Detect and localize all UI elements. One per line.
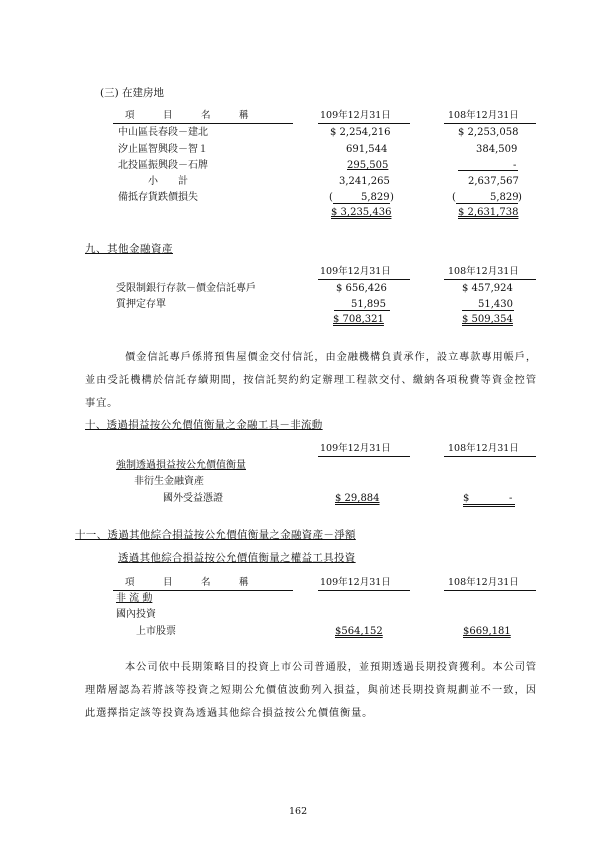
subtotal-rule <box>456 203 518 204</box>
col-header-2020: 109年12月31日 <box>320 110 391 121</box>
row-value-2020: 5,829 <box>361 192 390 203</box>
row-label: 中山區長春段－建北 <box>118 127 208 138</box>
row-value-2019: 51,430 <box>478 299 513 310</box>
total-rule <box>463 504 515 507</box>
paragraph-investment-policy: 本公司依中長期策略目的投資上市公司普通股，並預期透過長期投資獲利。本公司管理階層認為若將該等投資之短期公允價值波動列入損益，與前述長期投資規劃並不一致，因此選擇指定該等投資為透過其他綜合損益按公允價值衡量。 <box>85 662 537 719</box>
subtotal-rule <box>462 310 514 311</box>
total-2019: $ 509,354 <box>462 314 513 325</box>
section-subtitle-fvoci-equity: 透過其他綜合損益按公允價值衡量之權益工具投資 <box>118 552 356 564</box>
row-value-2019: - <box>509 493 513 504</box>
paren-open: ( <box>329 192 333 203</box>
col-header-item: 項 目 名 稱 <box>125 577 249 588</box>
section-title-other-financial-assets: 九、其他金融資產 <box>85 243 173 255</box>
header-rule <box>318 279 410 280</box>
subcategory-label: 非衍生金融資產 <box>134 476 204 487</box>
header-rule <box>113 123 293 124</box>
row-value-2019: $669,181 <box>463 626 511 637</box>
col-header-2019: 108年12月31日 <box>448 577 519 588</box>
row-label: 受限制銀行存款－價金信託專戶 <box>116 283 256 294</box>
paragraph-trust-account: 價金信託專戶係將預售屋價金交付信託，由金融機構負責承作，設立專款專用帳戶，並由受託機構於信託存續期間，按信託契約約定辦理工程款交付、繳納各項稅費等資金控管事宜。 <box>85 352 537 409</box>
row-value-2020: $ 2,254,216 <box>330 127 391 138</box>
category-label: 非 流 動 <box>116 593 153 604</box>
col-header-2019: 108年12月31日 <box>448 110 519 121</box>
row-value-2020: 691,544 <box>346 144 388 155</box>
col-header-2019: 108年12月31日 <box>448 266 519 277</box>
paren-close: ) <box>518 192 522 203</box>
row-value-2019: $ 2,253,058 <box>458 127 519 138</box>
row-value-2019: - <box>513 160 517 171</box>
row-value-2020: $564,152 <box>335 626 383 637</box>
row-value-2020: $ 656,426 <box>336 283 387 294</box>
row-label: 北投區振興段－石牌 <box>118 160 208 171</box>
total-2020: $ 3,235,436 <box>331 207 392 218</box>
row-label: 備抵存貨跌價損失 <box>118 192 198 203</box>
row-value-2019-sign: $ <box>463 493 470 504</box>
category-label: 強制透過損益按公允價值衡量 <box>116 460 246 471</box>
header-rule <box>444 279 536 280</box>
row-label: 國外受益憑證 <box>163 493 223 504</box>
page-number: 162 <box>289 806 308 817</box>
row-label: 質押定存單 <box>116 299 166 310</box>
paren-open: ( <box>452 192 456 203</box>
subtotal-rule <box>333 203 390 204</box>
total-2020: $ 708,321 <box>333 314 384 325</box>
row-value-2020: 51,895 <box>351 299 386 310</box>
col-header-2020: 109年12月31日 <box>320 577 391 588</box>
row-value-2020: 295,505 <box>347 160 389 171</box>
subtotal-rule <box>458 170 518 171</box>
row-label: 汐止區智興段－智１ <box>118 144 208 155</box>
total-2019: $ 2,631,738 <box>458 207 519 218</box>
header-rule <box>318 456 410 457</box>
header-rule <box>444 590 536 591</box>
row-label-subtotal: 小 計 <box>148 176 188 187</box>
paren-close: ) <box>390 192 394 203</box>
header-rule <box>444 456 536 457</box>
row-label: 上市股票 <box>136 626 176 637</box>
col-header-2019: 108年12月31日 <box>448 443 519 454</box>
section-title-construction: (三) 在建房地 <box>100 87 165 99</box>
header-rule <box>444 123 536 124</box>
subtotal-rule <box>334 310 390 311</box>
row-value-2019: $ 457,924 <box>462 283 513 294</box>
row-value-2019: 2,637,567 <box>468 176 519 187</box>
col-header-2020: 109年12月31日 <box>320 266 391 277</box>
section-title-fvtpl: 十、透過損益按公允價值衡量之金融工具－非流動 <box>85 419 323 431</box>
row-value-2019: 384,509 <box>476 144 518 155</box>
header-rule <box>318 590 410 591</box>
row-value-2019: 5,829 <box>490 192 519 203</box>
header-rule <box>318 123 410 124</box>
section-title-fvoci: 十一、透過其他綜合損益按公允價值衡量之金融資產－淨額 <box>75 529 356 541</box>
row-value-2020: $ 29,884 <box>335 493 380 504</box>
row-value-2020: 3,241,265 <box>339 176 390 187</box>
header-rule <box>113 590 293 591</box>
col-header-2020: 109年12月31日 <box>320 443 391 454</box>
subcategory-label: 國內投資 <box>116 609 156 620</box>
col-header-item: 項 目 名 稱 <box>125 110 249 121</box>
